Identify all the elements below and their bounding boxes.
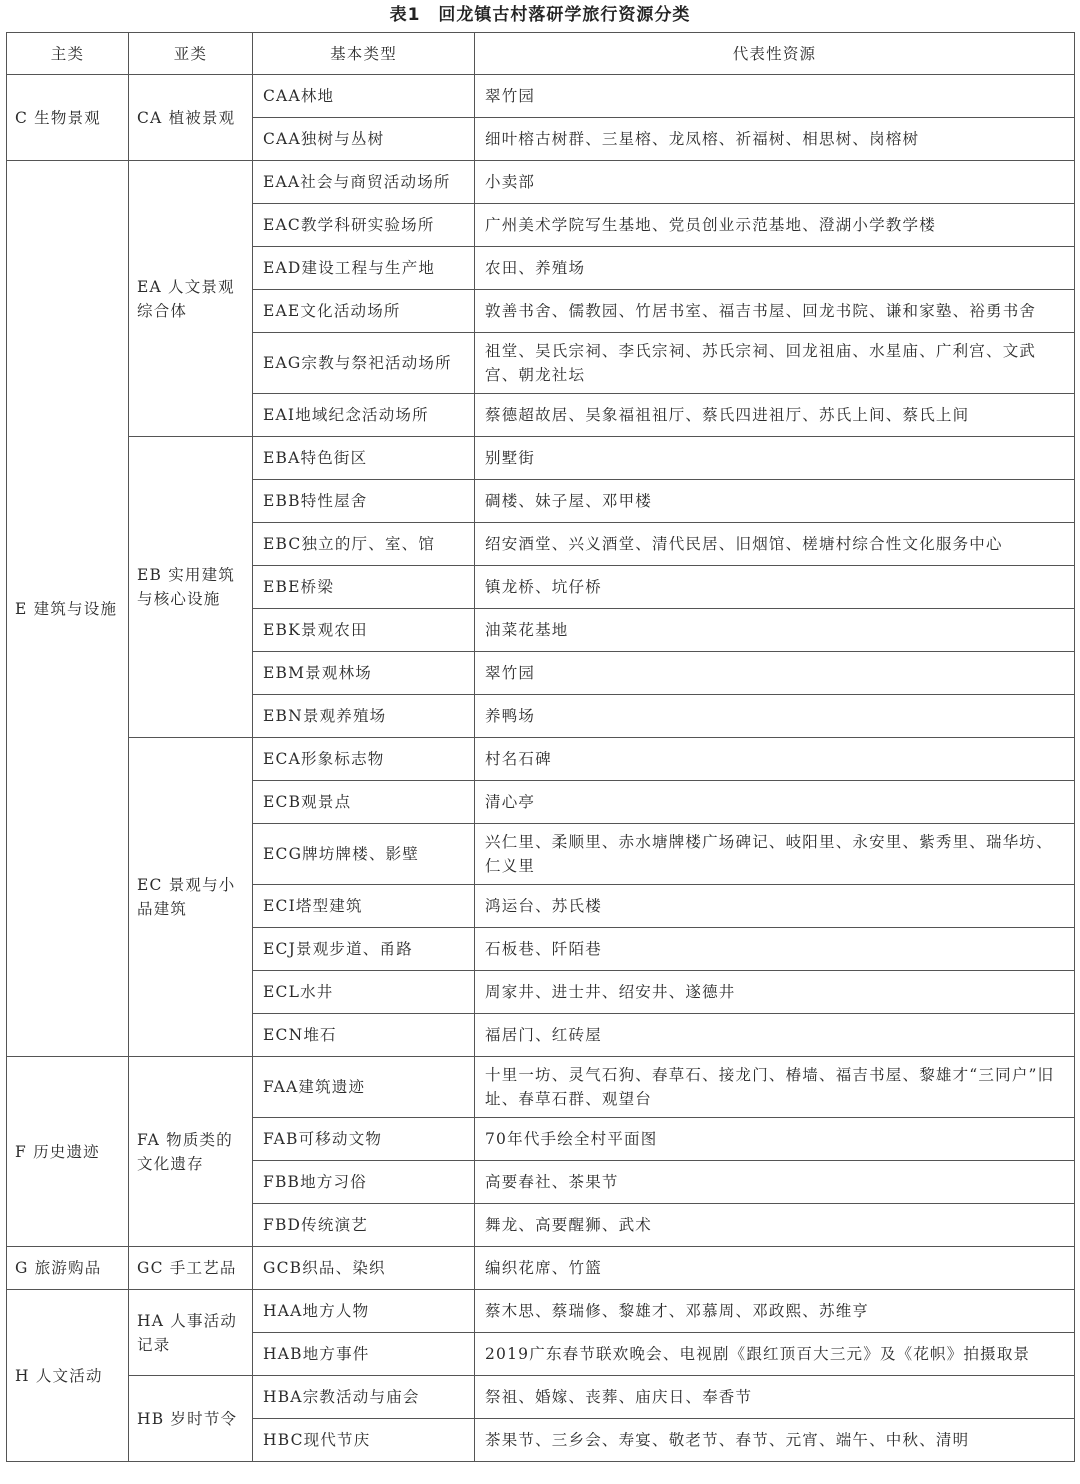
basic-type-text: EAE文化活动场所	[263, 302, 401, 320]
basic-type-text: ECA形象标志物	[263, 750, 385, 768]
representative-resources-text: 蔡木思、蔡瑞修、黎雄才、邓慕周、邓政熙、苏维亨	[485, 1302, 870, 1320]
main-class-cell: F 历史遗迹	[7, 1057, 129, 1247]
representative-resources-text: 石板巷、阡陌巷	[485, 940, 602, 958]
representative-resources-text: 舞龙、高要醒狮、武术	[485, 1216, 653, 1234]
representative-resources-cell	[475, 1204, 1075, 1247]
table-row	[7, 1057, 1075, 1118]
representative-resources-text: 细叶榕古树群、三星榕、龙凤榕、祈福树、相思树、岗榕树	[485, 130, 920, 148]
representative-resources-cell	[475, 290, 1075, 333]
basic-type-text: ECG牌坊牌楼、影壁	[263, 845, 420, 863]
basic-type-cell	[253, 824, 475, 885]
representative-resources-cell	[475, 781, 1075, 824]
basic-type-text: EBB特性屋舍	[263, 492, 368, 510]
basic-type-text: FAB可移动文物	[263, 1130, 383, 1148]
representative-resources-cell	[475, 1057, 1075, 1118]
representative-resources-cell	[475, 1419, 1075, 1462]
header-sub-class: 亚类	[129, 33, 253, 75]
representative-resources-cell	[475, 394, 1075, 437]
representative-resources-text: 别墅街	[485, 449, 536, 467]
representative-resources-text: 蔡德超故居、吴象福祖祖厅、蔡氏四进祖厅、苏氏上间、蔡氏上间	[485, 406, 970, 424]
basic-type-cell	[253, 652, 475, 695]
basic-type-cell	[253, 523, 475, 566]
table-row	[7, 1376, 1075, 1419]
header-representative-resources: 代表性资源	[475, 33, 1075, 75]
table-title: 表1 回龙镇古村落研学旅行资源分类	[389, 5, 691, 25]
basic-type-cell	[253, 609, 475, 652]
basic-type-cell	[253, 247, 475, 290]
sub-class-cell: CA 植被景观	[129, 75, 253, 161]
basic-type-cell	[253, 566, 475, 609]
representative-resources-text: 镇龙桥、坑仔桥	[485, 578, 602, 596]
basic-type-cell	[253, 738, 475, 781]
representative-resources-cell	[475, 928, 1075, 971]
representative-resources-text: 编织花席、竹篮	[485, 1259, 602, 1277]
representative-resources-cell	[475, 204, 1075, 247]
header-basic-type: 基本类型	[253, 33, 475, 75]
representative-resources-text: 高要春社、茶果节	[485, 1173, 619, 1191]
basic-type-cell	[253, 1118, 475, 1161]
representative-resources-cell	[475, 247, 1075, 290]
basic-type-cell	[253, 885, 475, 928]
representative-resources-cell	[475, 1161, 1075, 1204]
representative-resources-cell	[475, 824, 1075, 885]
representative-resources-cell	[475, 333, 1075, 394]
representative-resources-text: 周家井、进士井、绍安井、遂德井	[485, 983, 736, 1001]
basic-type-text: ECB观景点	[263, 793, 352, 811]
basic-type-cell	[253, 290, 475, 333]
main-class-cell: C 生物景观	[7, 75, 129, 161]
representative-resources-cell	[475, 480, 1075, 523]
representative-resources-text: 祭祖、婚嫁、丧葬、庙庆日、奉香节	[485, 1388, 753, 1406]
basic-type-text: EAD建设工程与生产地	[263, 259, 436, 277]
basic-type-cell	[253, 118, 475, 161]
basic-type-cell	[253, 437, 475, 480]
representative-resources-text: 油菜花基地	[485, 621, 569, 639]
representative-resources-cell	[475, 118, 1075, 161]
representative-resources-text: 绍安酒堂、兴义酒堂、清代民居、旧烟馆、槎塘村综合性文化服务中心	[485, 535, 1003, 553]
representative-resources-text: 敦善书舍、儒教园、竹居书室、福吉书屋、回龙书院、谦和家塾、裕勇书舍	[485, 302, 1037, 320]
basic-type-text: HBA宗教活动与庙会	[263, 1388, 420, 1406]
basic-type-text: GCB织品、染织	[263, 1259, 386, 1277]
main-class-cell: H 人文活动	[7, 1290, 129, 1462]
representative-resources-text: 碉楼、妹子屋、邓甲楼	[485, 492, 653, 510]
representative-resources-cell	[475, 695, 1075, 738]
basic-type-text: ECL水井	[263, 983, 334, 1001]
representative-resources-cell	[475, 1376, 1075, 1419]
representative-resources-text: 翠竹园	[485, 664, 536, 682]
representative-resources-text: 养鸭场	[485, 707, 536, 725]
basic-type-text: EAG宗教与祭祀活动场所	[263, 354, 452, 372]
representative-resources-cell	[475, 1014, 1075, 1057]
representative-resources-text: 广州美术学院写生基地、党员创业示范基地、澄湖小学教学楼	[485, 216, 936, 234]
representative-resources-text: 福居门、红砖屋	[485, 1026, 602, 1044]
sub-class-cell: HB 岁时节令	[129, 1376, 253, 1462]
basic-type-text: FBB地方习俗	[263, 1173, 367, 1191]
representative-resources-text: 小卖部	[485, 173, 536, 191]
representative-resources-text: 清心亭	[485, 793, 536, 811]
basic-type-text: EAI地域纪念活动场所	[263, 406, 429, 424]
basic-type-text: EBC独立的厅、室、馆	[263, 535, 436, 553]
resource-classification-table	[6, 32, 1075, 1462]
main-class-cell: E 建筑与设施	[7, 161, 129, 1057]
sub-class-cell: EC 景观与小品建筑	[129, 738, 253, 1057]
basic-type-text: EBA特色街区	[263, 449, 368, 467]
table-row	[7, 161, 1075, 204]
representative-resources-cell	[475, 523, 1075, 566]
representative-resources-cell	[475, 161, 1075, 204]
representative-resources-text: 农田、养殖场	[485, 259, 586, 277]
basic-type-cell	[253, 204, 475, 247]
basic-type-cell	[253, 1376, 475, 1419]
representative-resources-text: 十里一坊、灵气石狗、春草石、接龙门、椿墙、福吉书屋、黎雄才“三同户”旧址、春草石群、观望台	[485, 1066, 1055, 1108]
representative-resources-cell	[475, 609, 1075, 652]
basic-type-text: HBC现代节庆	[263, 1431, 371, 1449]
sub-class-cell: HA 人事活动记录	[129, 1290, 253, 1376]
basic-type-text: ECJ景观步道、甬路	[263, 940, 413, 958]
basic-type-text: EAC教学科研实验场所	[263, 216, 435, 234]
basic-type-cell	[253, 394, 475, 437]
basic-type-text: EBK景观农田	[263, 621, 368, 639]
table-row	[7, 1247, 1075, 1290]
representative-resources-cell	[475, 1333, 1075, 1376]
representative-resources-text: 兴仁里、柔顺里、赤水塘牌楼广场碑记、岐阳里、永安里、紫秀里、瑞华坊、仁义里	[485, 833, 1053, 875]
representative-resources-text: 70年代手绘全村平面图	[485, 1130, 658, 1148]
basic-type-cell	[253, 161, 475, 204]
representative-resources-text: 鸿运台、苏氏楼	[485, 897, 602, 915]
basic-type-text: CAA独树与丛树	[263, 130, 385, 148]
basic-type-cell	[253, 1333, 475, 1376]
basic-type-cell	[253, 971, 475, 1014]
basic-type-text: ECN堆石	[263, 1026, 337, 1044]
representative-resources-cell	[475, 738, 1075, 781]
basic-type-cell	[253, 928, 475, 971]
basic-type-text: EAA社会与商贸活动场所	[263, 173, 451, 191]
representative-resources-cell	[475, 971, 1075, 1014]
representative-resources-cell	[475, 1290, 1075, 1333]
representative-resources-text: 茶果节、三乡会、寿宴、敬老节、春节、元宵、端午、中秋、清明	[485, 1431, 970, 1449]
basic-type-text: EBN景观养殖场	[263, 707, 387, 725]
basic-type-cell	[253, 1290, 475, 1333]
header-main-class: 主类	[7, 33, 129, 75]
basic-type-cell	[253, 333, 475, 394]
basic-type-text: HAA地方人物	[263, 1302, 370, 1320]
basic-type-text: FBD传统演艺	[263, 1216, 368, 1234]
main-class-cell: G 旅游购品	[7, 1247, 129, 1290]
representative-resources-cell	[475, 566, 1075, 609]
basic-type-cell	[253, 1014, 475, 1057]
representative-resources-cell	[475, 75, 1075, 118]
basic-type-cell	[253, 695, 475, 738]
basic-type-text: EBE桥梁	[263, 578, 335, 596]
representative-resources-text: 祖堂、吴氏宗祠、李氏宗祠、苏氏宗祠、回龙祖庙、水星庙、广利宫、文武宫、朝龙社坛	[485, 342, 1037, 384]
basic-type-cell	[253, 1247, 475, 1290]
basic-type-cell	[253, 1161, 475, 1204]
table-row	[7, 437, 1075, 480]
representative-resources-cell	[475, 652, 1075, 695]
representative-resources-text: 翠竹园	[485, 87, 536, 105]
representative-resources-cell	[475, 885, 1075, 928]
basic-type-text: CAA林地	[263, 87, 335, 105]
basic-type-cell	[253, 75, 475, 118]
table-row	[7, 738, 1075, 781]
sub-class-cell: EB 实用建筑与核心设施	[129, 437, 253, 738]
table-header-row	[7, 33, 1075, 75]
table-row	[7, 75, 1075, 118]
basic-type-cell	[253, 1057, 475, 1118]
sub-class-cell: EA 人文景观综合体	[129, 161, 253, 437]
basic-type-text: EBM景观林场	[263, 664, 372, 682]
representative-resources-text: 2019广东春节联欢晚会、电视剧《跟红顶百大三元》及《花帜》拍摄取景	[485, 1345, 1031, 1363]
basic-type-text: FAA建筑遗迹	[263, 1078, 366, 1096]
basic-type-cell	[253, 480, 475, 523]
sub-class-cell: FA 物质类的文化遗存	[129, 1057, 253, 1247]
representative-resources-text: 村名石碑	[485, 750, 552, 768]
basic-type-text: HAB地方事件	[263, 1345, 370, 1363]
representative-resources-cell	[475, 437, 1075, 480]
table-row	[7, 1290, 1075, 1333]
basic-type-cell	[253, 781, 475, 824]
sub-class-cell: GC 手工艺品	[129, 1247, 253, 1290]
representative-resources-cell	[475, 1247, 1075, 1290]
basic-type-text: ECI塔型建筑	[263, 897, 363, 915]
basic-type-cell	[253, 1204, 475, 1247]
basic-type-cell	[253, 1419, 475, 1462]
representative-resources-cell	[475, 1118, 1075, 1161]
